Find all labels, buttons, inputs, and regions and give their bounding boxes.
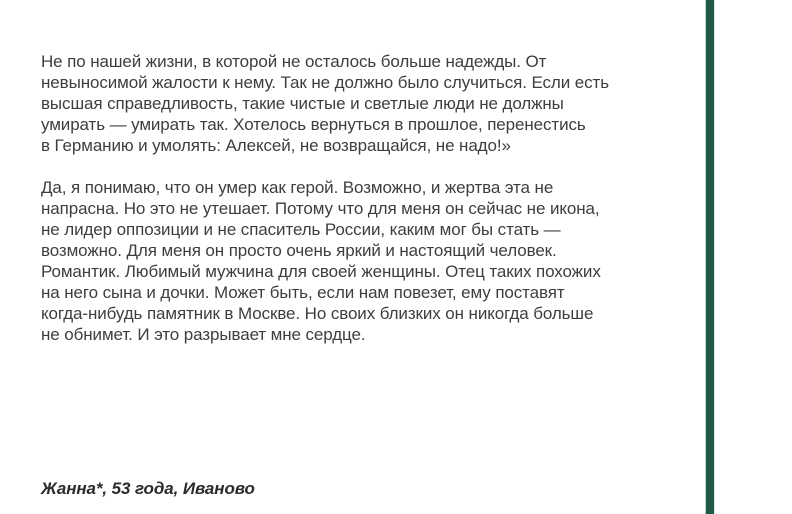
text-line: Романтик. Любимый мужчина для своей женщины. Отец таких похожих	[41, 262, 601, 281]
text-line: невыносимой жалости к нему. Так не должно было случиться. Если есть	[41, 73, 609, 92]
accent-bar	[705, 0, 715, 514]
paragraph-2	[41, 177, 661, 345]
text-line: напрасна. Но это не утешает. Потому что для меня он сейчас не икона,	[41, 199, 600, 218]
text-line: Да, я понимаю, что он умер как герой. Возможно, и жертва эта не	[41, 178, 554, 197]
text-line: не лидер оппозиции и не спаситель России, каким мог бы стать —	[41, 220, 561, 239]
byline: Жанна*, 53 года, Иваново	[41, 479, 255, 498]
text-line: когда-нибудь памятник в Москве. Но своих близких он никогда больше	[41, 304, 594, 323]
quote-text-block	[41, 51, 661, 345]
text-line: на него сына и дочки. Может быть, если нам повезет, ему поставят	[41, 283, 565, 302]
text-line: возможно. Для меня он просто очень яркий и настоящий человек.	[41, 241, 557, 260]
text-line: в Германию и умолять: Алексей, не возвращайся, не надо!»	[41, 136, 511, 155]
text-line: высшая справедливость, такие чистые и светлые люди не должны	[41, 94, 564, 113]
text-line: умирать — умирать так. Хотелось вернуться в прошлое, перенестись	[41, 115, 586, 134]
paragraph-1	[41, 51, 661, 156]
text-line: Не по нашей жизни, в которой не осталось больше надежды. От	[41, 52, 547, 71]
text-line: не обнимет. И это разрывает мне сердце.	[41, 325, 366, 344]
